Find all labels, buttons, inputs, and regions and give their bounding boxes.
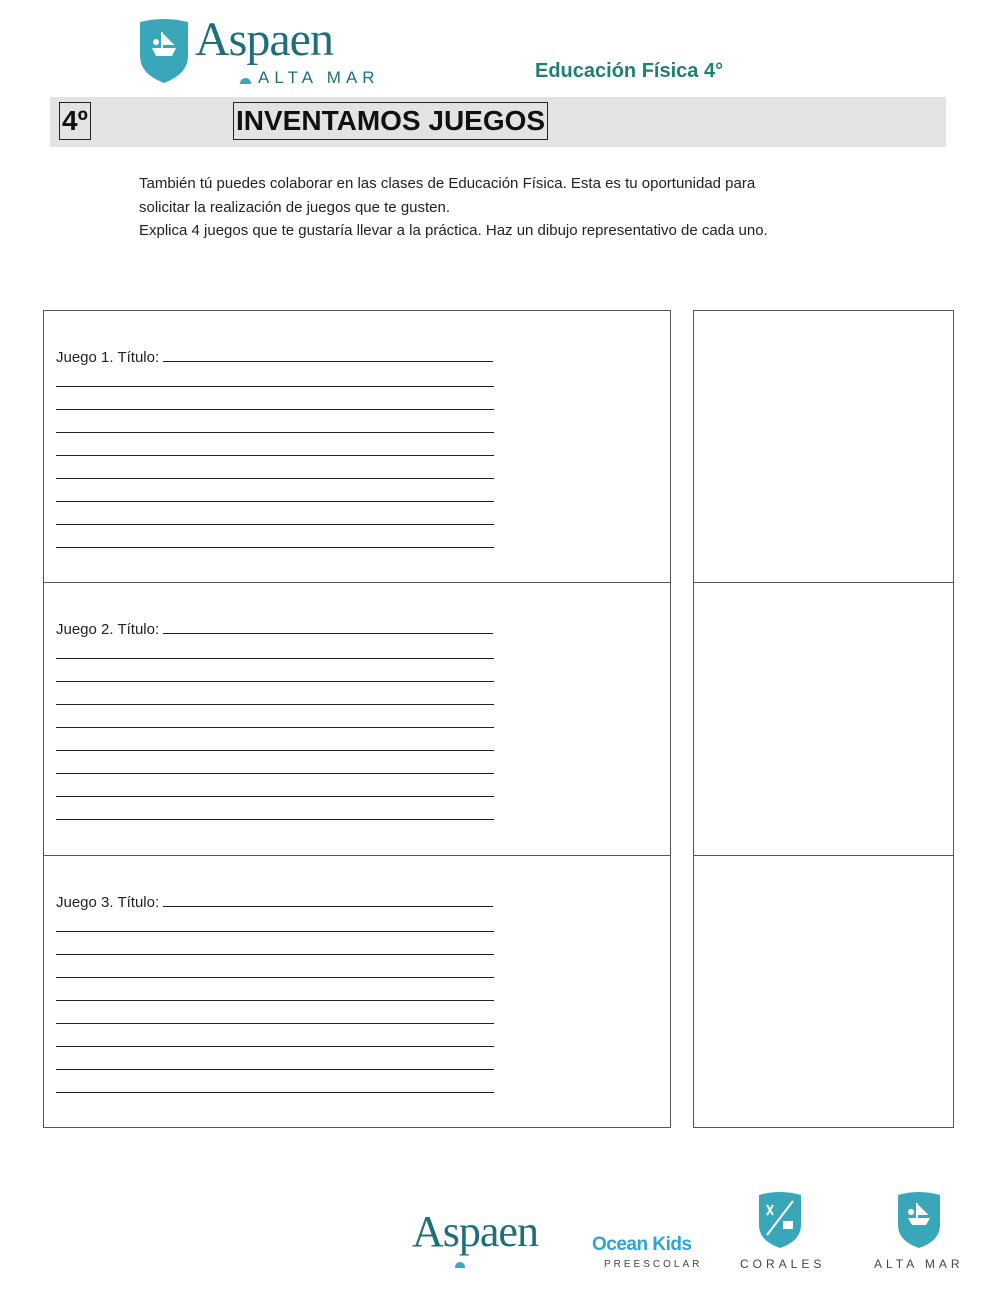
game-2-drawing-box[interactable] <box>693 582 954 856</box>
shield-ship-icon <box>138 18 190 84</box>
grade-label: 4º <box>59 102 91 140</box>
game-2-line[interactable] <box>56 681 494 682</box>
subject-heading: Educación Física 4° <box>535 60 724 82</box>
game-1-drawing-box[interactable] <box>693 310 954 583</box>
game-1-line[interactable] <box>56 432 494 433</box>
game-2-line[interactable] <box>56 727 494 728</box>
game-3-line[interactable] <box>56 1023 494 1024</box>
game-1-title-row <box>56 347 493 366</box>
footer-corales-shield <box>757 1191 803 1249</box>
game-3-title-row <box>56 892 493 911</box>
footer-altamar-label: ALTA MAR <box>874 1257 964 1271</box>
footer-ocean-kids-logo <box>592 1234 692 1256</box>
instructions-line-1: También tú puedes colaborar en las clases de Educación Física. Esta es tu oportunidad para <box>139 175 756 192</box>
instructions <box>139 172 859 243</box>
game-1-line[interactable] <box>56 547 494 548</box>
game-3-line[interactable] <box>56 977 494 978</box>
footer-preescolar-label: PREESCOLAR <box>604 1259 703 1270</box>
instructions-line-2: solicitar la realización de juegos que te gusten. <box>139 198 451 216</box>
logo-dot <box>240 78 251 84</box>
logo-subtitle: ALTA MAR <box>258 68 380 87</box>
game-2-title-field[interactable] <box>163 619 493 634</box>
game-2-line[interactable] <box>56 658 494 659</box>
game-1-line[interactable] <box>56 409 494 410</box>
game-2-box <box>43 582 671 856</box>
game-1-box <box>43 310 671 583</box>
page-title: INVENTAMOS JUEGOS <box>233 102 548 140</box>
instructions-line-3: Explica 4 juegos que te gustaría llevar a la práctica. Haz un dibujo representativo de cada uno. <box>139 222 768 239</box>
game-1-line[interactable] <box>56 501 494 502</box>
game-1-title-field[interactable] <box>163 347 493 362</box>
footer-aspaen-dot <box>455 1262 465 1268</box>
game-3-line[interactable] <box>56 1092 494 1093</box>
game-1-label: Juego 1. Título: <box>56 349 160 366</box>
game-3-line[interactable] <box>56 1000 494 1001</box>
game-2-line[interactable] <box>56 750 494 751</box>
game-3-line[interactable] <box>56 1046 494 1047</box>
logo-wordmark: Aspaen <box>195 13 333 66</box>
shield-ship-icon <box>896 1191 942 1249</box>
game-3-drawing-box[interactable] <box>693 855 954 1128</box>
game-3-line[interactable] <box>56 1069 494 1070</box>
game-3-line[interactable] <box>56 954 494 955</box>
game-1-line[interactable] <box>56 478 494 479</box>
game-2-line[interactable] <box>56 704 494 705</box>
game-1-line[interactable] <box>56 455 494 456</box>
game-1-line[interactable] <box>56 524 494 525</box>
game-2-line[interactable] <box>56 796 494 797</box>
game-3-title-field[interactable] <box>163 892 493 907</box>
game-3-label: Juego 3. Título: <box>56 894 160 911</box>
game-1-line[interactable] <box>56 386 494 387</box>
game-2-label: Juego 2. Título: <box>56 621 160 638</box>
shield-book-icon <box>757 1191 803 1249</box>
footer-aspaen-logo: Aspaen <box>412 1207 538 1256</box>
game-3-line[interactable] <box>56 931 494 932</box>
footer-altamar-shield <box>896 1191 942 1249</box>
game-2-line[interactable] <box>56 773 494 774</box>
footer-corales-label: CORALES <box>740 1257 826 1271</box>
game-3-box <box>43 855 671 1128</box>
game-2-title-row <box>56 619 493 638</box>
aspaen-shield-logo <box>138 18 190 84</box>
ocean-kids-wordmark: Ocean Kids <box>592 1234 692 1255</box>
game-2-line[interactable] <box>56 819 494 820</box>
